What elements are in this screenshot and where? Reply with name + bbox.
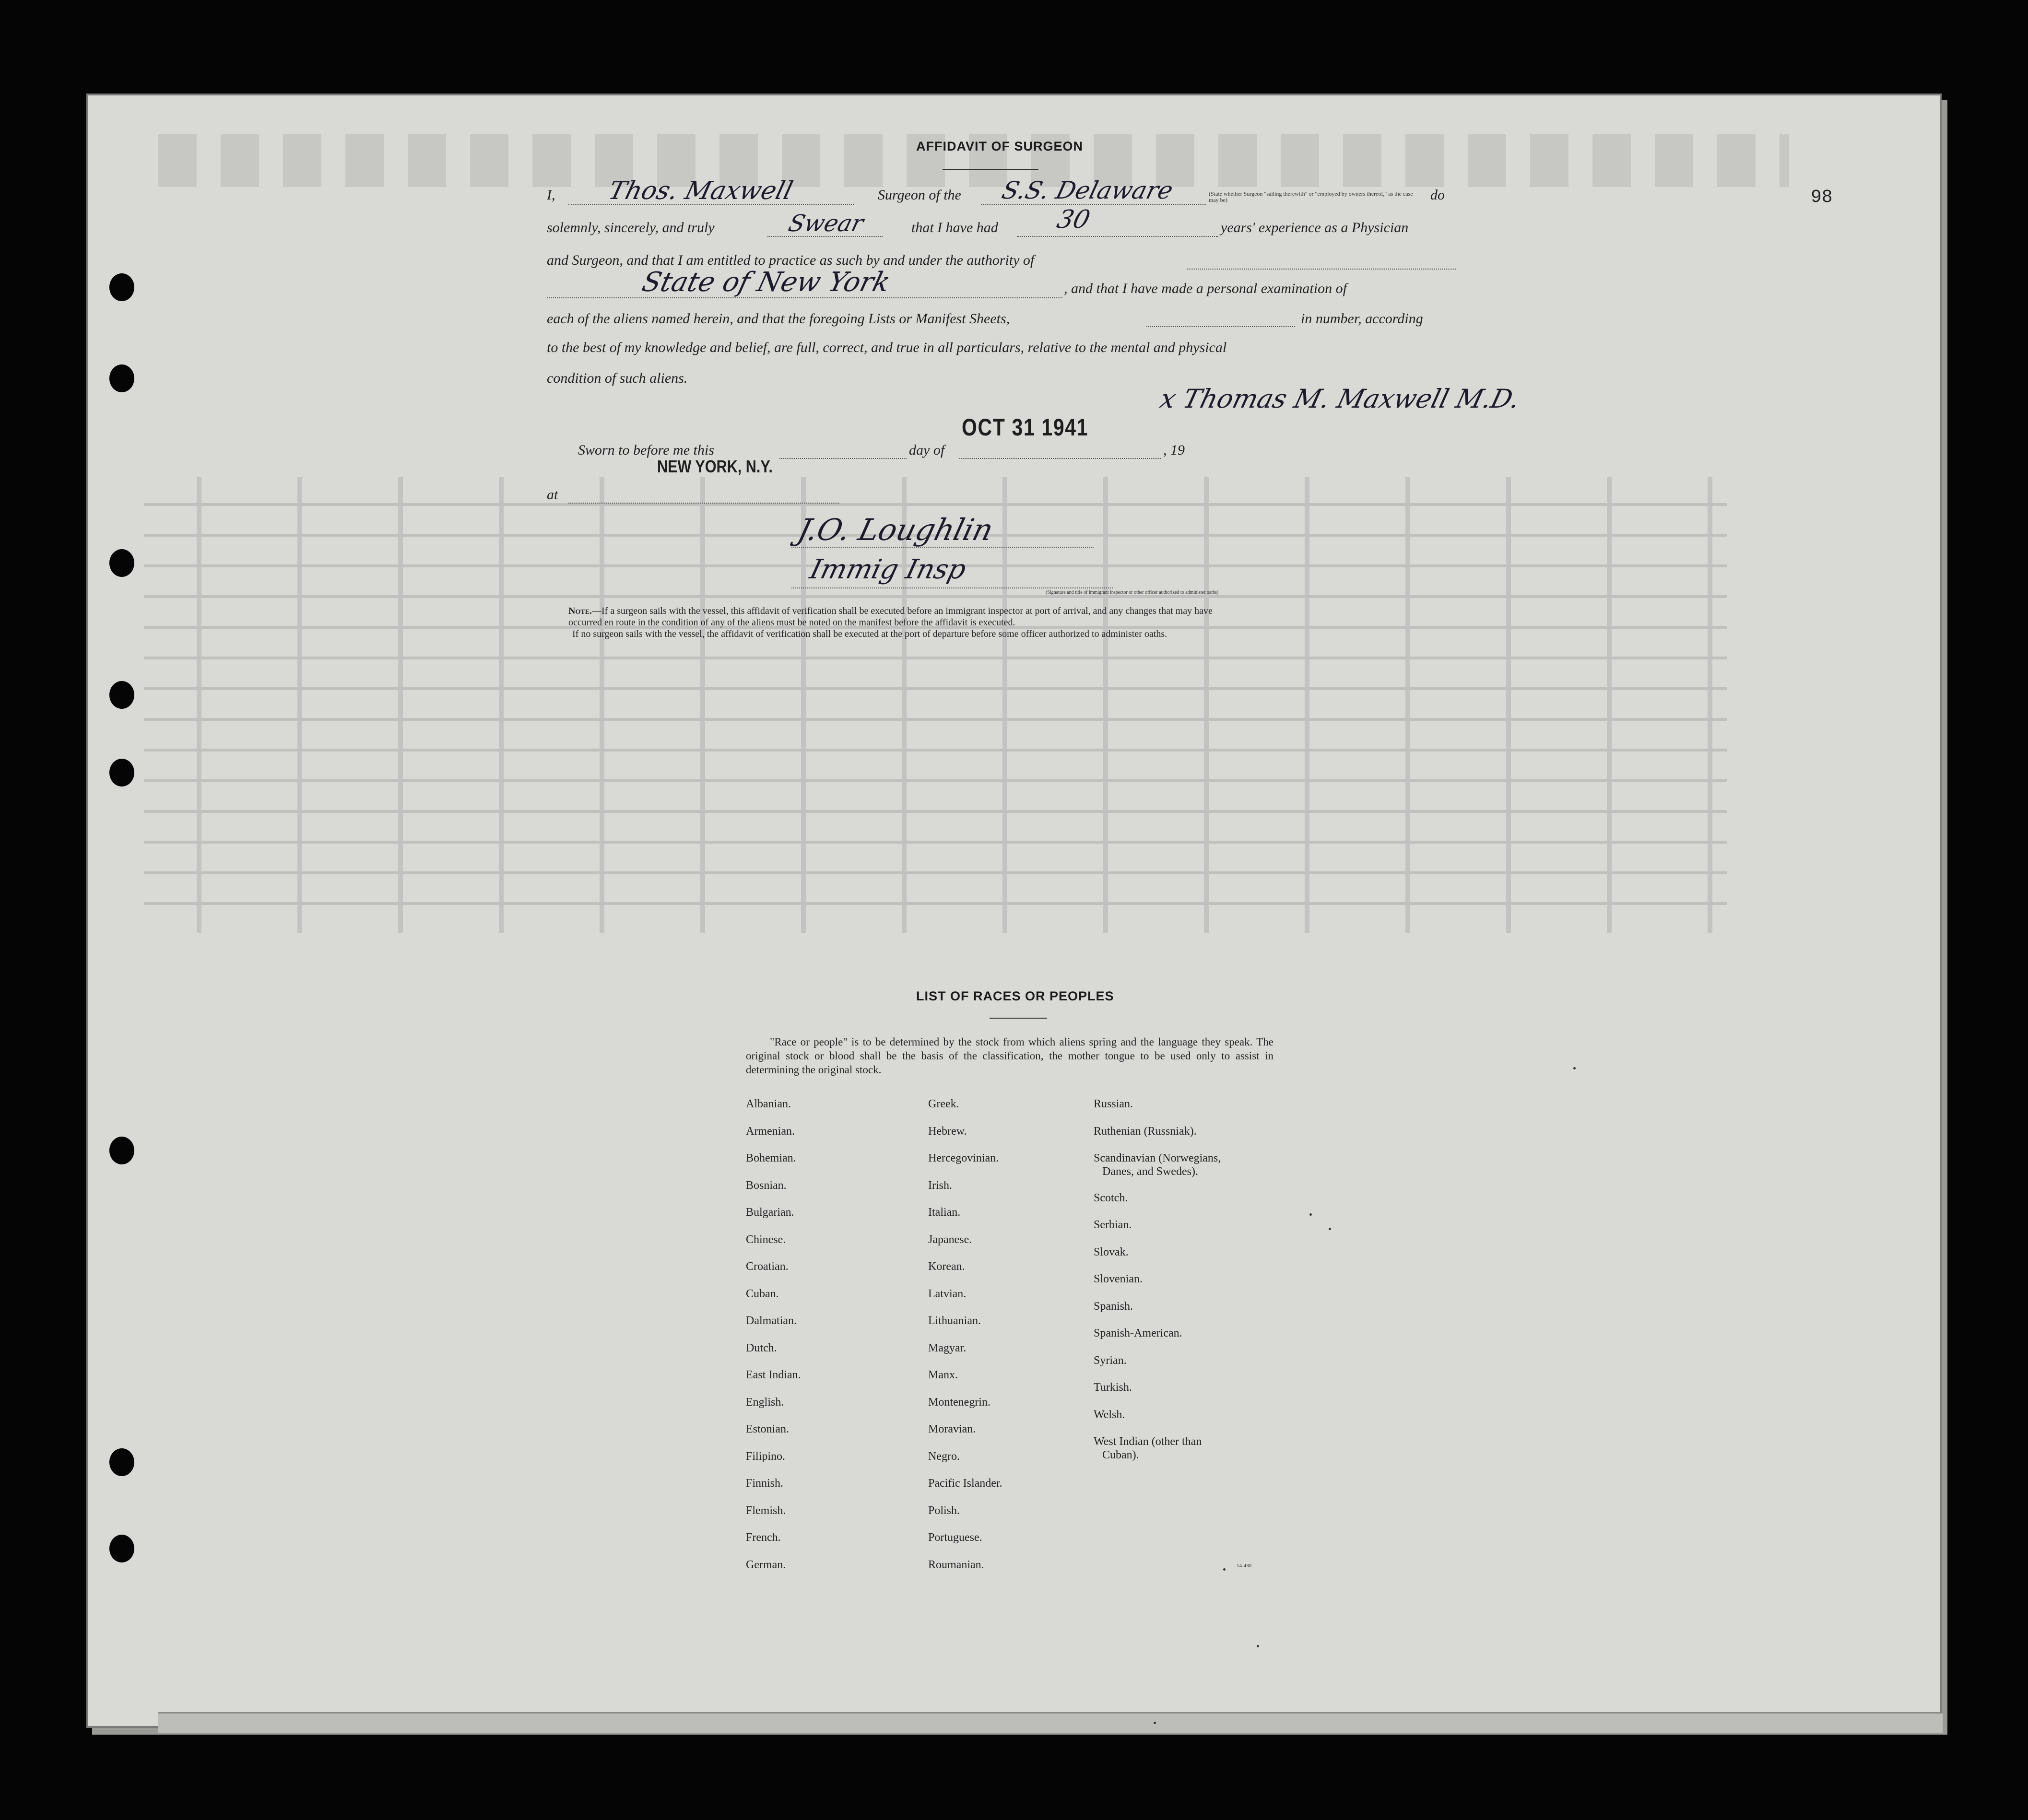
race-item: Flemish. bbox=[746, 1504, 786, 1517]
sworn-mid: day of bbox=[909, 442, 945, 458]
race-item: Bosnian. bbox=[746, 1179, 787, 1192]
years-field bbox=[1017, 236, 1218, 237]
surgeon-signature: x Thomas M. Maxwell M.D. bbox=[1157, 384, 1523, 414]
ship-name-handwritten: S.S. Delaware bbox=[999, 176, 1176, 204]
race-item: Montenegrin. bbox=[928, 1396, 990, 1409]
race-item: German. bbox=[746, 1558, 786, 1571]
race-item: Dalmatian. bbox=[746, 1315, 797, 1327]
inspector-caption: (Signature and title of immigrant inspector or other officer authorized to administer oaths) bbox=[1046, 590, 1219, 595]
race-item: Dutch. bbox=[746, 1341, 777, 1354]
race-item: Turkish. bbox=[1094, 1381, 1132, 1394]
race-item: Greek. bbox=[928, 1098, 959, 1110]
speck bbox=[1309, 1213, 1312, 1216]
authority-handwritten: State of New York bbox=[638, 267, 894, 298]
race-item: Portuguese. bbox=[928, 1531, 982, 1544]
speck bbox=[1257, 1645, 1259, 1647]
affidavit-line1-mid: Surgeon of the bbox=[878, 187, 961, 203]
race-item: Magyar. bbox=[928, 1341, 967, 1354]
affidavit-line5-pre: each of the aliens named herein, and that the foregoing Lists or Manifest Sheets, bbox=[547, 311, 1010, 327]
at-label: at bbox=[547, 487, 558, 503]
affidavit-line1-pre: I, bbox=[547, 187, 555, 203]
race-item: Italian. bbox=[928, 1206, 961, 1219]
inspector-title: Immig Insp bbox=[806, 554, 969, 585]
date-stamp: OCT 31 1941 bbox=[962, 414, 1089, 441]
race-item: East Indian. bbox=[746, 1369, 801, 1381]
race-item: Albanian. bbox=[746, 1098, 791, 1110]
affidavit-line1-end: do bbox=[1430, 187, 1445, 203]
at-place-field bbox=[568, 503, 839, 504]
inspector-signature-line bbox=[791, 547, 1094, 548]
race-item: Scotch. bbox=[1094, 1191, 1128, 1204]
affidavit-line3: and Surgeon, and that I am entitled to practice as such by and under the authority of bbox=[547, 252, 1035, 268]
affidavit-line5-end: in number, according bbox=[1301, 311, 1423, 327]
note-block bbox=[568, 605, 1213, 640]
punch-hole bbox=[109, 549, 134, 577]
punch-hole bbox=[109, 1535, 134, 1562]
inspector-title-line bbox=[791, 587, 1113, 588]
race-item: Manx. bbox=[928, 1369, 958, 1381]
speck bbox=[1154, 1722, 1156, 1724]
sworn-end: , 19 bbox=[1163, 442, 1185, 458]
race-item: Bulgarian. bbox=[746, 1206, 794, 1219]
race-item: Roumanian. bbox=[928, 1558, 984, 1571]
punch-hole bbox=[109, 273, 134, 301]
race-item: Moravian. bbox=[928, 1423, 976, 1435]
race-item: Polish. bbox=[928, 1504, 960, 1517]
races-title-underline bbox=[990, 1018, 1047, 1019]
sworn-day-field bbox=[779, 458, 907, 459]
race-item: Estonian. bbox=[746, 1423, 789, 1435]
note-label: Note. bbox=[568, 606, 592, 616]
note-line-1: —If a surgeon sails with the vessel, this affidavit of verification shall be executed before an immigrant inspector at port of arrival, and any changes that may have bbox=[592, 606, 1213, 616]
race-item: Croatian. bbox=[746, 1260, 789, 1273]
race-item: Lithuanian. bbox=[928, 1315, 981, 1327]
sworn-pre: Sworn to before me this bbox=[578, 442, 714, 458]
race-item: Japanese. bbox=[928, 1233, 972, 1246]
speck bbox=[1329, 1228, 1331, 1230]
race-item: Serbian. bbox=[1094, 1219, 1132, 1231]
note-line-2: occurred en route in the condition of any of the aliens must be noted on the manifest before the affidavit is executed. bbox=[568, 617, 1015, 628]
sworn-month-field bbox=[959, 458, 1161, 459]
race-item: Bohemian. bbox=[746, 1152, 796, 1164]
race-item: Pacific Islander. bbox=[928, 1477, 1002, 1490]
race-item: Chinese. bbox=[746, 1233, 786, 1246]
race-item: Hebrew. bbox=[928, 1125, 967, 1138]
surgeon-name-handwritten: Thos. Maxwell bbox=[605, 176, 796, 205]
affidavit-line2-pre: solemnly, sincerely, and truly bbox=[547, 220, 715, 235]
race-item: Spanish-American. bbox=[1094, 1327, 1182, 1339]
race-item: Ruthenian (Russniak). bbox=[1094, 1125, 1197, 1138]
form-code: 14-430 bbox=[1237, 1563, 1252, 1569]
inspector-signature: J.O. Loughlin bbox=[794, 512, 997, 547]
race-item: Spanish. bbox=[1094, 1300, 1133, 1313]
race-item: Scandinavian (Norwegians, Danes, and Swedes). bbox=[1094, 1152, 1221, 1178]
race-item: Syrian. bbox=[1094, 1354, 1127, 1367]
race-item: Armenian. bbox=[746, 1125, 795, 1138]
sheet-edge bbox=[158, 1712, 1943, 1733]
speck bbox=[1223, 1568, 1226, 1571]
oath-handwritten: Swear bbox=[786, 210, 866, 237]
affidavit-line6: to the best of my knowledge and belief, are full, correct, and true in all particulars, relative to the mental and physical bbox=[547, 340, 1227, 355]
note-line-3: If no surgeon sails with the vessel, the affidavit of verification shall be executed at the port of departure before some officer authorized to administer oaths. bbox=[572, 629, 1167, 639]
affidavit-line2-end: years' experience as a Physician bbox=[1221, 220, 1409, 235]
race-item: Finnish. bbox=[746, 1477, 784, 1490]
race-item: West Indian (other than Cuban). bbox=[1094, 1435, 1202, 1461]
races-intro: "Race or people" is to be determined by the stock from which aliens spring and the language they speak. The original stock or blood shall be the basis of the classification, the mother tongue to be used only to assist in determining the original stock. bbox=[746, 1036, 1273, 1076]
affidavit-line4-end: , and that I have made a personal examination of bbox=[1064, 281, 1347, 296]
race-item: Latvian. bbox=[928, 1287, 967, 1300]
surgeon-status-note: (State whether Surgeon "sailing therewith" or "employed by owners thereof," as the case may be) bbox=[1209, 190, 1413, 203]
punch-hole bbox=[109, 364, 134, 392]
title-underline bbox=[943, 169, 1038, 170]
race-item: English. bbox=[746, 1396, 784, 1409]
race-item: Cuban. bbox=[746, 1287, 779, 1300]
punch-hole bbox=[109, 759, 134, 787]
race-item: Filipino. bbox=[746, 1450, 786, 1463]
race-item: Slovak. bbox=[1094, 1245, 1129, 1258]
sheets-count-field bbox=[1146, 326, 1295, 327]
punch-hole bbox=[109, 681, 134, 709]
race-item: Russian. bbox=[1094, 1098, 1133, 1110]
race-item: Slovenian. bbox=[1094, 1273, 1143, 1285]
authority-field-a bbox=[1187, 269, 1456, 270]
race-item: French. bbox=[746, 1531, 781, 1544]
race-item: Korean. bbox=[928, 1260, 965, 1273]
race-item: Irish. bbox=[928, 1179, 952, 1192]
speck bbox=[1573, 1067, 1576, 1069]
years-handwritten: 30 bbox=[1054, 205, 1093, 234]
race-item: Welsh. bbox=[1094, 1408, 1125, 1421]
place-stamp: NEW YORK, N.Y. bbox=[657, 457, 773, 476]
punch-hole bbox=[109, 1137, 134, 1164]
affidavit-title: AFFIDAVIT OF SURGEON bbox=[916, 139, 1083, 153]
affidavit-line7: condition of such aliens. bbox=[547, 370, 688, 386]
race-item: Negro. bbox=[928, 1450, 960, 1463]
races-title: LIST OF RACES OR PEOPLES bbox=[916, 989, 1114, 1003]
affidavit-line2-mid: that I have had bbox=[911, 220, 998, 235]
punch-hole bbox=[109, 1448, 134, 1476]
page-number: 98 bbox=[1811, 187, 1833, 208]
race-item: Hercegovinian. bbox=[928, 1152, 999, 1164]
